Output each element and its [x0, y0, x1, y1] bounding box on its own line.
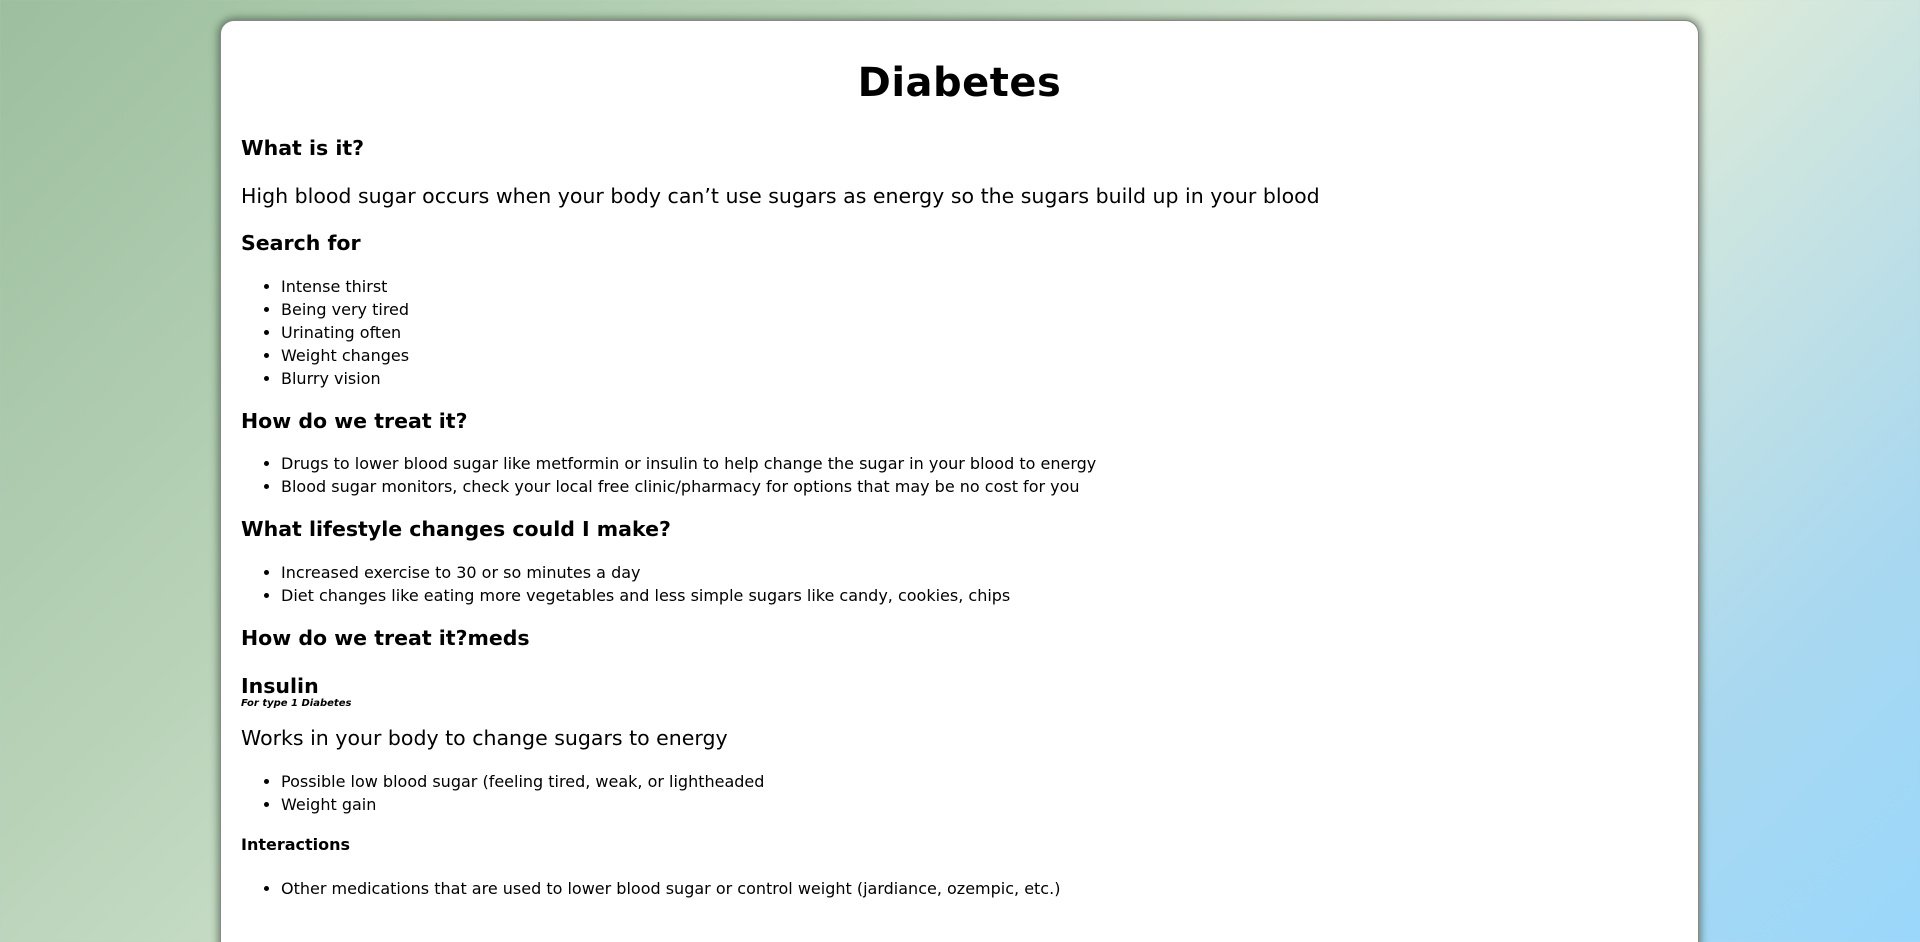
list-item: • Blood sugar monitors, check your local free clinic/pharmacy for options that may be no cost for you — [281, 475, 1678, 498]
list-item: • Weight gain — [281, 793, 1678, 816]
lifestyle-list — [241, 561, 1678, 607]
interactions-list — [241, 877, 1678, 900]
lifestyle-heading: What lifestyle changes could I make? — [241, 517, 671, 542]
list-item: • Intense thirst — [281, 275, 1678, 298]
insulin-subtitle: For type 1 Diabetes — [241, 698, 352, 710]
treatment-list — [241, 452, 1678, 498]
list-item: • Being very tired — [281, 298, 1678, 321]
list-item: • Weight changes — [281, 344, 1678, 367]
treatment-heading: How do we treat it? — [241, 408, 468, 433]
list-item: • Blurry vision — [281, 367, 1678, 390]
list-item: • Other medications that are used to lower blood sugar or control weight (jardiance, ozempic, etc.) — [281, 877, 1678, 900]
what-is-it-text: High blood sugar occurs when your body can’t use sugars as energy so the sugars build up in your blood — [241, 183, 1320, 208]
what-is-it-heading: What is it? — [241, 136, 365, 160]
insulin-side-effects-list — [241, 770, 1678, 816]
list-item: • Possible low blood sugar (feeling tired, weak, or lightheaded — [281, 770, 1678, 793]
interactions-heading: Interactions — [241, 834, 351, 854]
list-item: • Urinating often — [281, 321, 1678, 344]
insulin-text: Works in your body to change sugars to energy — [241, 726, 728, 751]
list-item: • Increased exercise to 30 or so minutes a day — [281, 561, 1678, 584]
search-for-heading: Search for — [241, 231, 361, 256]
meds-heading: How do we treat it?meds — [241, 625, 530, 650]
list-item: • Drugs to lower blood sugar like metformin or insulin to help change the sugar in your blood to energy — [281, 452, 1678, 475]
page-title: Diabetes — [857, 60, 1062, 106]
content-card — [220, 20, 1699, 942]
list-item: • Diet changes like eating more vegetables and less simple sugars like candy, cookies, chips — [281, 584, 1678, 607]
insulin-heading: Insulin — [241, 673, 319, 698]
symptoms-list — [241, 275, 1678, 390]
